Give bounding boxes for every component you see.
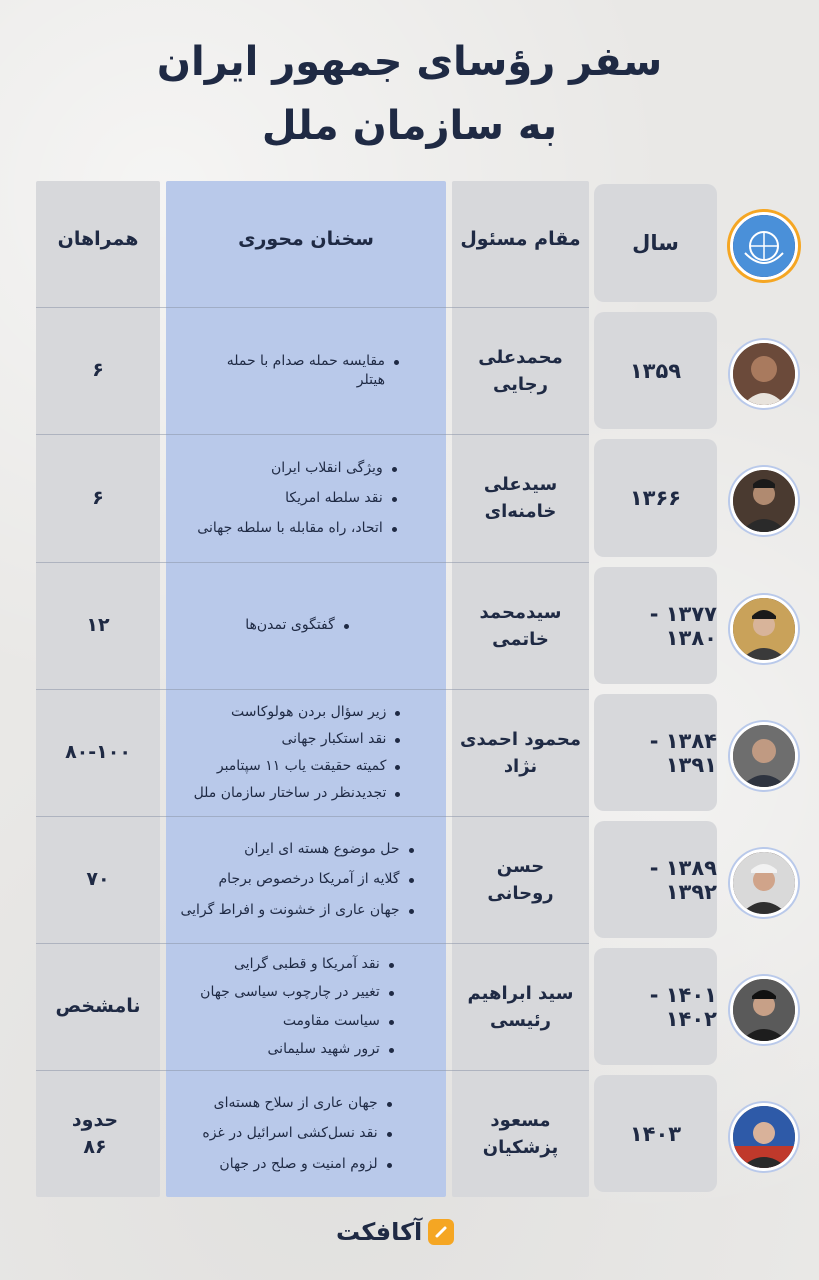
talks-cell: [166, 694, 446, 811]
talks-cell: [166, 821, 446, 938]
official-name: حسن روحانی: [487, 855, 554, 904]
talks-cell: [166, 567, 446, 684]
talks-cell: [166, 948, 446, 1065]
official-name: سیدعلی خامنه‌ای: [483, 474, 558, 522]
companions-cell: ۱۲: [86, 614, 110, 637]
talk-item: مقایسه حمله صدام با حمله هیتلر: [195, 352, 399, 388]
official-name: مسعود پزشکیان: [482, 1109, 559, 1158]
official-name: محمود احمدی نژاد: [459, 728, 582, 777]
companions-cell: نامشخص: [55, 995, 141, 1018]
talks-cell: [166, 439, 446, 557]
talk-item: اتحاد، راه مقابله با سلطه جهانی: [197, 519, 396, 537]
talks-cell: [166, 312, 446, 429]
talk-item: نقد نسل‌کشی اسرائیل در غزه: [202, 1124, 391, 1142]
portrait-avatar: [730, 976, 798, 1044]
talk-item: تجدیدنظر در ساختار سازمان ملل: [194, 784, 401, 802]
talk-item: جهان عاری از سلاح هسته‌ای: [202, 1094, 391, 1112]
official-name: سیدمحمد خاتمی: [479, 601, 562, 650]
portrait-avatar: [730, 849, 798, 917]
year-cell: ۱۳۵۹: [594, 312, 717, 429]
companions-cell: ۶: [92, 486, 104, 509]
year-cell: ۱۳۶۶: [594, 439, 717, 557]
companions-cell: ۶: [92, 359, 104, 382]
un-logo-icon: [730, 212, 798, 280]
talk-item: گلایه از آمریکا درخصوص برجام: [180, 870, 413, 888]
talk-item: گفتگوی تمدن‌ها: [245, 616, 349, 634]
portrait-avatar: [730, 340, 798, 408]
portrait-avatar: [730, 1103, 798, 1171]
portrait-avatar: [730, 722, 798, 790]
year-cell: ۱۳۸۹ - ۱۳۹۲: [594, 821, 717, 938]
row-divider: [36, 307, 589, 308]
talk-item: حل موضوع هسته ای ایران: [180, 840, 413, 858]
talk-item: سیاست مقاومت: [200, 1012, 394, 1030]
page-title-line1: سفر رؤسای جمهور ایران: [156, 39, 663, 85]
brand-mark-icon: [428, 1219, 454, 1245]
companions-cell: ۷۰: [86, 868, 110, 891]
talk-item: نقد سلطه امریکا: [197, 489, 396, 507]
talks-cell: [166, 1075, 446, 1192]
brand-logo: [336, 1218, 454, 1246]
talk-item: ویژگی انقلاب ایران: [197, 459, 396, 477]
companions-cell: ۸۰-۱۰۰: [65, 741, 131, 764]
portrait-avatar: [730, 595, 798, 663]
row-divider: [36, 434, 589, 435]
year-cell: ۱۳۷۷ - ۱۳۸۰: [594, 567, 717, 684]
row-divider: [36, 1070, 589, 1071]
talk-item: زیر سؤال بردن هولوکاست: [194, 703, 401, 721]
header-talks: سخنان محوری: [238, 228, 374, 250]
companions-cell: حدود ۸۶: [71, 1108, 119, 1158]
talk-item: نقد استکبار جهانی: [194, 730, 401, 748]
header-year: سال: [594, 184, 717, 302]
row-divider: [36, 943, 589, 944]
year-cell: ۱۳۸۴ - ۱۳۹۱: [594, 694, 717, 811]
brand-name: آکافکت: [336, 1218, 423, 1246]
talk-item: جهان عاری از خشونت و افراط گرایی: [180, 901, 413, 919]
portrait-avatar: [730, 467, 798, 535]
talk-item: نقد آمریکا و قطبی گرایی: [200, 955, 394, 973]
talk-item: ترور شهید سلیمانی: [200, 1040, 394, 1058]
year-cell: ۱۴۰۳: [594, 1075, 717, 1192]
row-divider: [36, 816, 589, 817]
page-title-line2: به سازمان ملل: [261, 103, 558, 149]
talk-item: تغییر در چارچوب سیاسی جهان: [200, 983, 394, 1001]
official-name: محمدعلی رجایی: [478, 346, 563, 395]
header-companions: همراهان: [57, 228, 139, 250]
talk-item: لزوم امنیت و صلح در جهان: [202, 1155, 391, 1173]
header-official: مقام مسئول: [460, 228, 581, 250]
talk-item: کمیته حقیقت یاب ۱۱ سپتامبر: [194, 757, 401, 775]
row-divider: [36, 562, 589, 563]
year-cell: ۱۴۰۱ - ۱۴۰۲: [594, 948, 717, 1065]
official-name: سید ابراهیم رئیسی: [467, 982, 574, 1031]
row-divider: [36, 689, 589, 690]
